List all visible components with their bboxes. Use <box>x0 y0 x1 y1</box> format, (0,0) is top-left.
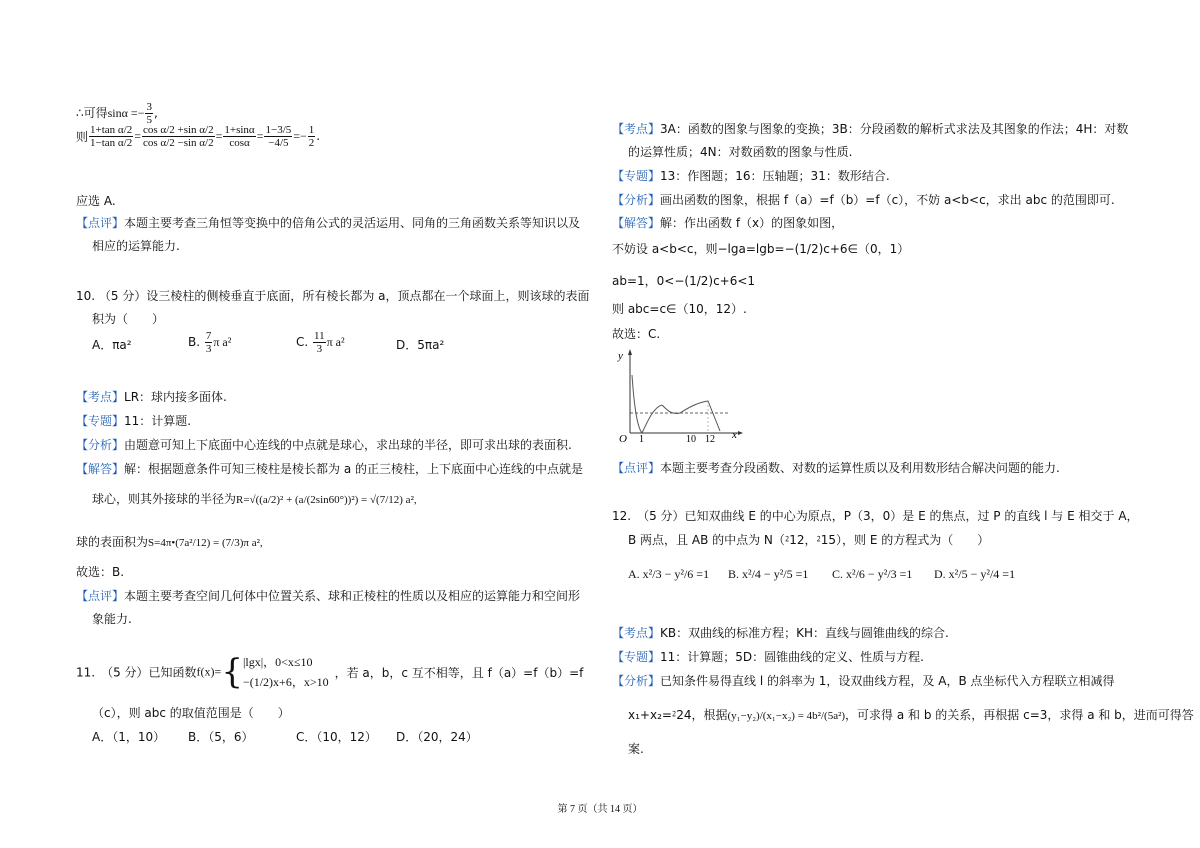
q10-option-a: A．πa² <box>92 338 132 352</box>
review-block-1-cont: 相应的运算能力. <box>92 239 180 253</box>
graph-y-label: y <box>618 350 623 362</box>
function-graph <box>610 345 750 445</box>
question-12: 12. （5 分）已知双曲线 E 的中心为原点，P（3，0）是 E 的焦点，过 P 的直线 l 与 E 相交于 A， <box>612 509 1139 523</box>
q12-fenxi: 【分析】已知条件易得直线 l 的斜率为 1，设双曲线方程，及 A，B 点坐标代入方程联立相减得 <box>612 674 1115 688</box>
q12-option-d: D. x²/5 − y²/4 =1 <box>934 567 1016 581</box>
y-arrow-icon <box>628 349 632 355</box>
graph-tick-10: 10 <box>686 434 696 445</box>
q11-kaodian: 【考点】3A：函数的图象与图象的变换；3B：分段函数的解析式求法及其图象的作法；4H：对数 <box>612 122 1129 136</box>
q10-answer: 故选：B. <box>76 565 125 579</box>
q11-line-c: 则 abc=c∈（10，12）. <box>612 302 747 316</box>
x-arrow-icon <box>738 431 743 435</box>
graph-tick-1: 1 <box>639 434 644 445</box>
q10-option-d: D．5πa² <box>396 338 445 352</box>
q12-option-b: B. x²/4 − y²/5 =1 <box>728 567 809 581</box>
question-11: 11. （5 分）已知函数f(x)={ |lgx|，0<x≤10 −(1/2)x+6，x>10 ，若 a，b，c 互不相等，且 f（a）=f（b）=f <box>76 652 584 692</box>
q11-option-c: C．（10，12） <box>296 730 377 744</box>
q12-fenxi-line3: 案. <box>628 742 644 756</box>
q11-option-a: A．（1，10） <box>92 730 166 744</box>
q11-line-a: 不妨设 a<b<c，则−lga=lgb=−(1/2)c+6∈（0，1） <box>612 242 910 256</box>
line-sin-value: ∴可得sinα =− $\frac{3}{5}$ , <box>76 101 158 126</box>
question-10: 10. （5 分）设三棱柱的侧棱垂直于底面，所有棱长都为 a，顶点都在一个球面上，则该球的表面 <box>76 289 590 303</box>
q11-zhuanti: 【专题】13：作图题；16：压轴题；31：数形结合. <box>612 169 890 183</box>
question-11-cont: （c），则 abc 的取值范围是（ ） <box>92 706 290 720</box>
q10-review-cont: 象能力. <box>92 612 132 626</box>
q12-kaodian: 【考点】KB：双曲线的标准方程；KH：直线与圆锥曲线的综合. <box>612 626 949 640</box>
log-curve <box>632 375 662 433</box>
q10-surface-line: 球的表面积为S=4π•(7a²/12) = (7/3)π a², <box>76 535 263 549</box>
q12-zhuanti: 【专题】11：计算题；5D：圆锥曲线的定义、性质与方程. <box>612 650 924 664</box>
q11-fenxi: 【分析】画出函数的图象，根据 f（a）=f（b）=f（c），不妨 a<b<c，求出 abc 的范围即可. <box>612 193 1115 207</box>
question-12-cont: B 两点，且 AB 的中点为 N（⁲12，⁲15），则 E 的方程式为（ ） <box>628 533 990 547</box>
q11-line-b: ab=1，0<−(1/2)c+6<1 <box>612 274 756 288</box>
q11-kaodian-cont: 的运算性质；4N：对数函数的图象与性质. <box>628 145 853 159</box>
q12-option-a: A. x²/3 − y²/6 =1 <box>628 567 710 581</box>
q11-option-d: D．（20，24） <box>396 730 478 744</box>
q11-option-b: B．（5，6） <box>188 730 254 744</box>
q11-jieda: 【解答】解：作出函数 f（x）的图象如图， <box>612 216 844 230</box>
q10-radius-line: 球心，则其外接球的半径为R=√((a/2)² + (a/(2sin60°))²) = √(7/12) a², <box>92 492 417 506</box>
q10-zhuanti: 【专题】11：计算题. <box>76 414 192 428</box>
q12-fenxi-line2: x₁+x₂=⁲24，根据(y₁−y₂)/(x₁−x₂) = 4b²/(5a²)，可求得 a 和 b 的关系，再根据 c=3，求得 a 和 b，进而可得答 <box>628 708 1194 722</box>
q10-jieda: 【解答】解：根据题意条件可知三棱柱是棱长都为 a 的正三棱柱，上下底面中心连线的中点就是 <box>76 462 584 476</box>
line-tan-formula: 则 $\frac{\text{1+tan α/2}}{\text{1−tan α/2}}$ = $\frac{\text{cos α/2 +sin α/2}}{\text{cos α/2 −sin α/2}}$ = $\frac{1+\sin\alpha}{\cos\alpha}$ = $\frac{1-3/5}{-4/5}$ =− $\frac{1}{2}$ . <box>76 124 321 149</box>
q10-option-b: B. $\frac{7}{3}$ π a² <box>188 330 232 355</box>
question-10-cont: 积为（ ） <box>92 312 165 326</box>
q11-answer: 故选：C. <box>612 327 661 341</box>
answer-choose-a: 应选 A. <box>76 194 116 208</box>
q10-fenxi: 【分析】由题意可知上下底面中心连线的中点就是球心，求出球的半径，即可求出球的表面积. <box>76 438 572 452</box>
graph-origin: O <box>619 433 627 445</box>
q12-option-c: C. x²/6 − y²/3 =1 <box>832 567 913 581</box>
graph-x-label: x <box>732 429 737 441</box>
q11-review: 【点评】本题主要考查分段函数、对数的运算性质以及利用数形结合解决问题的能力. <box>612 461 1060 475</box>
q10-review: 【点评】本题主要考查空间几何体中位置关系、球和正棱柱的性质以及相应的运算能力和空间形 <box>76 589 581 603</box>
log-linear-curve <box>662 401 720 431</box>
q10-option-c: C. $\frac{11}{3}$ π a² <box>296 330 345 355</box>
q10-kaodian: 【考点】LR：球内接多面体. <box>76 390 227 404</box>
graph-tick-12: 12 <box>705 434 715 445</box>
review-block-1: 【点评】本题主要考查三角恒等变换中的倍角公式的灵活运用、同角的三角函数关系等知识以及 <box>76 216 581 230</box>
page-footer: 第 7 页（共 14 页） <box>557 804 643 815</box>
